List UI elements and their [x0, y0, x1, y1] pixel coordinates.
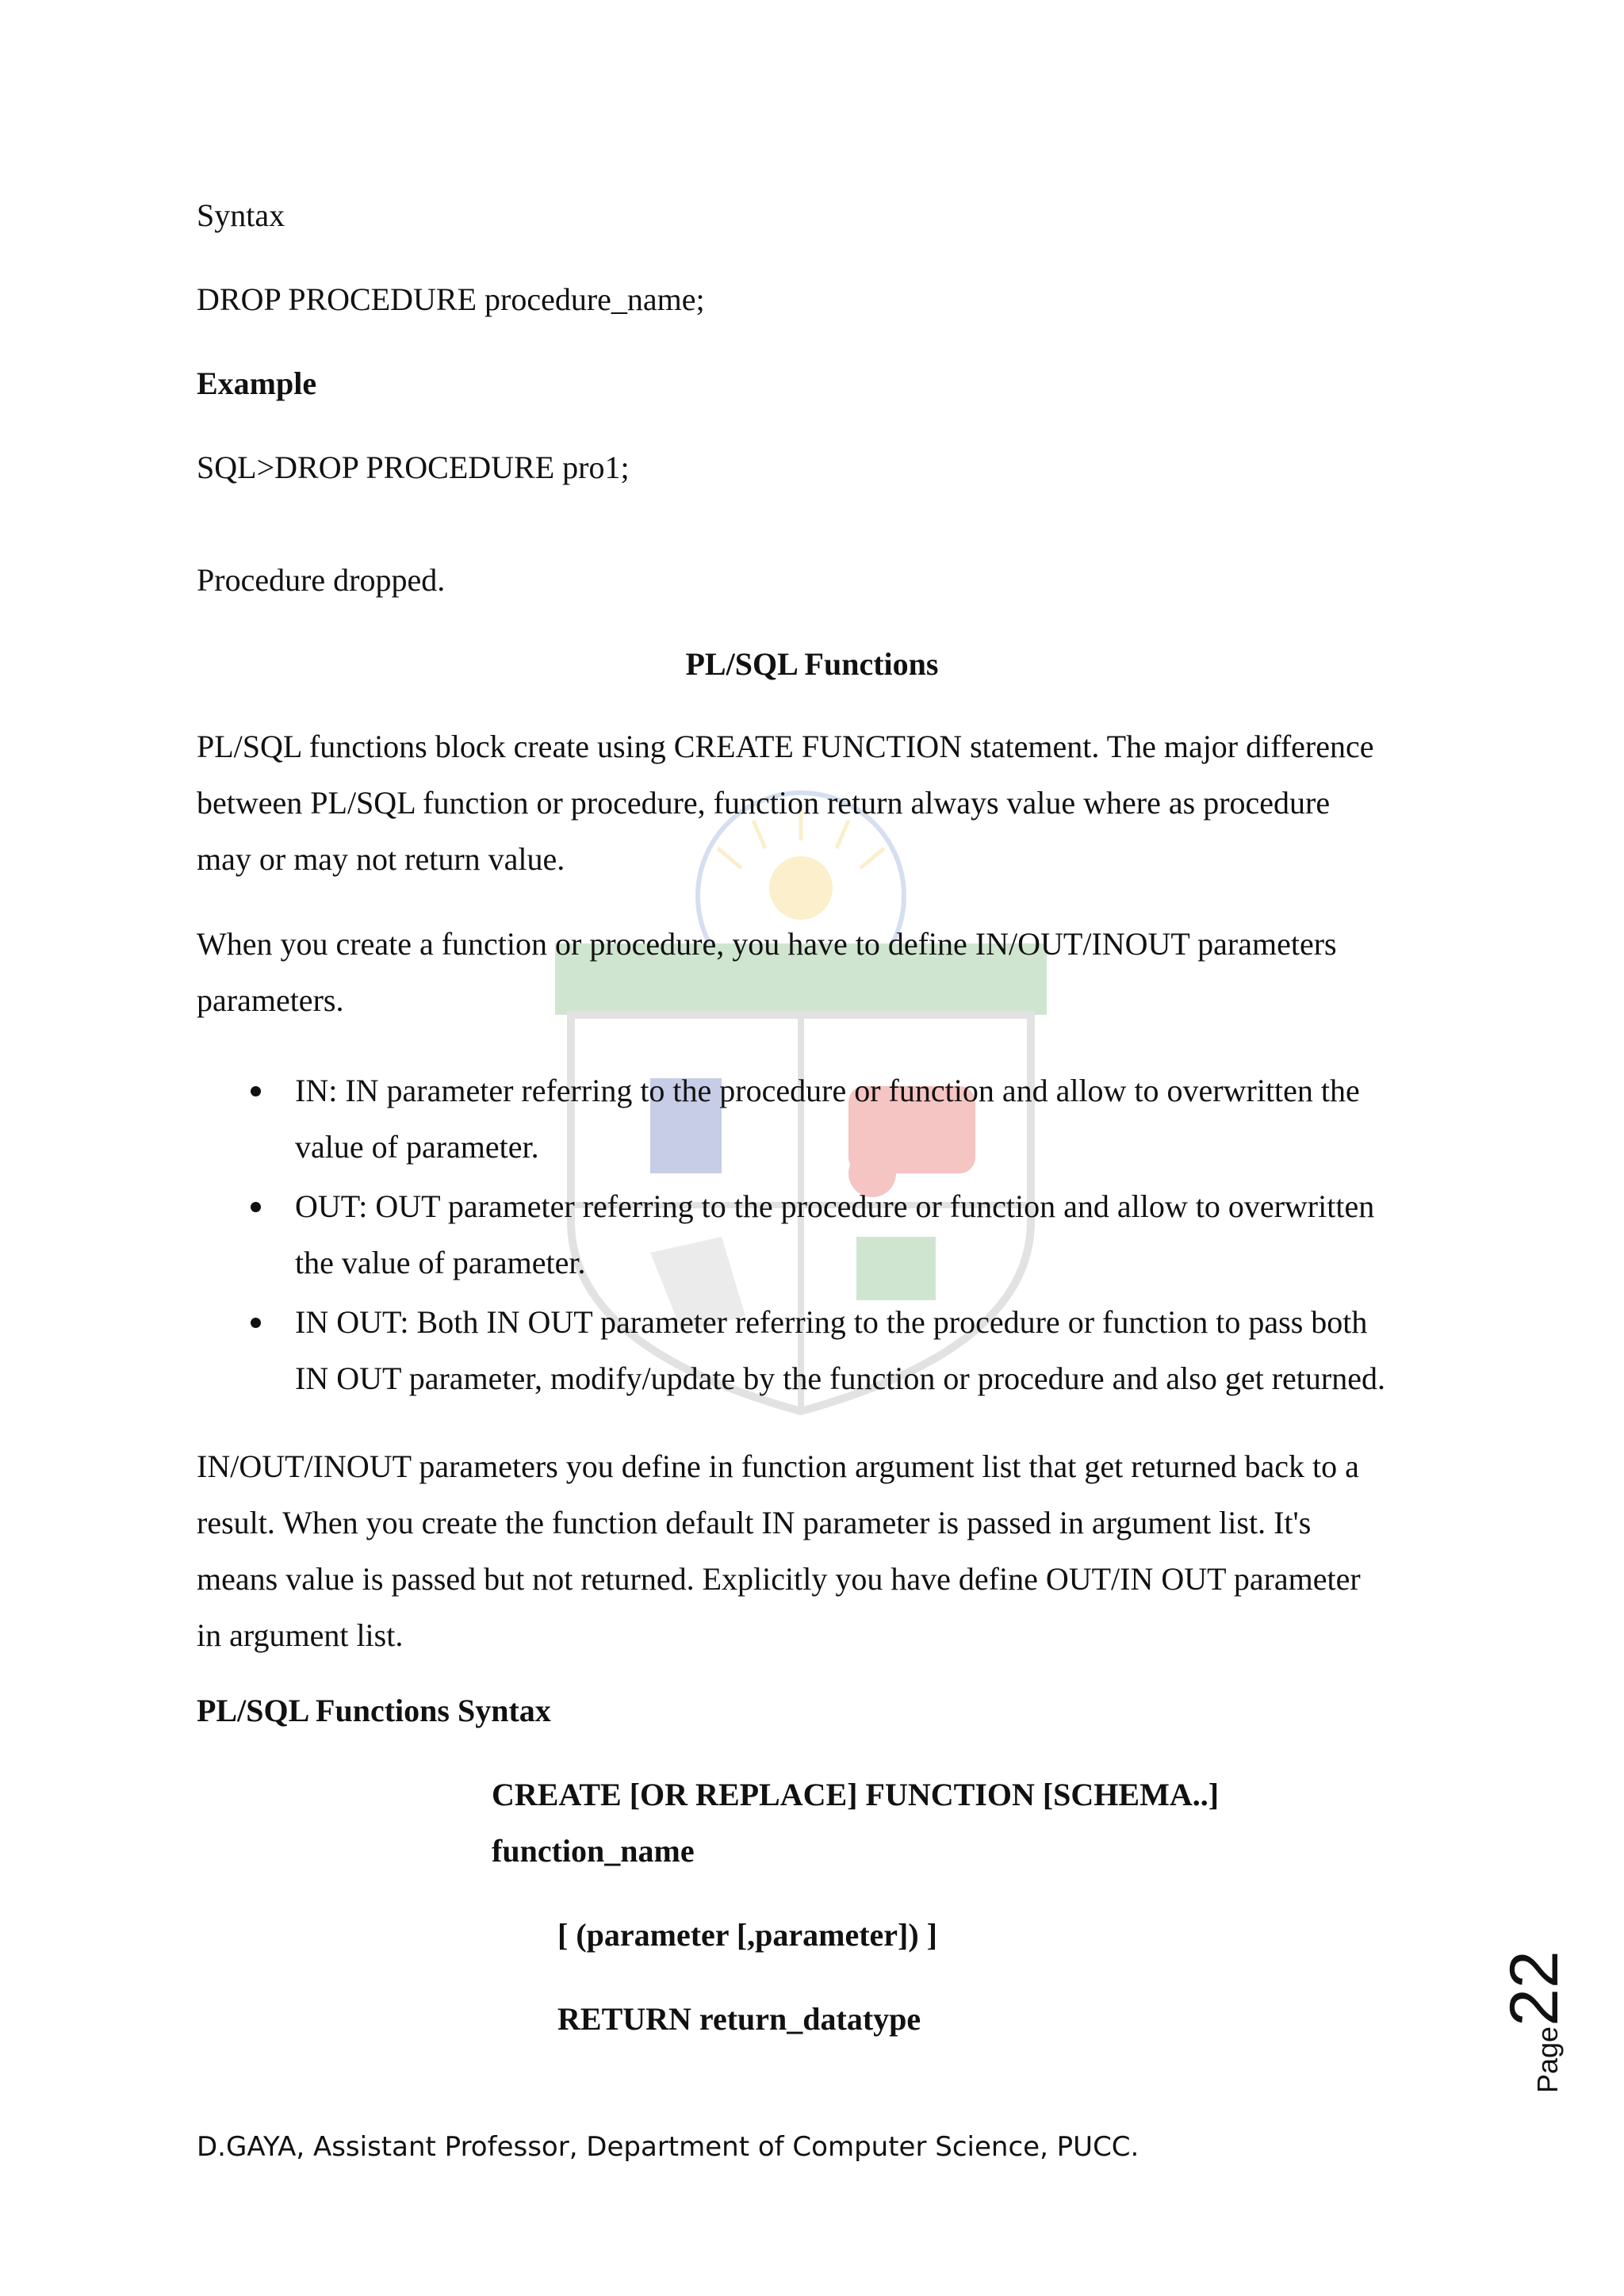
- parameter-mode-list: [197, 1062, 1465, 1410]
- bullet-icon: [251, 1318, 261, 1328]
- intro-line: may or may not return value.: [197, 841, 565, 877]
- list-item: [197, 1178, 1465, 1291]
- list-item: [197, 1294, 1465, 1406]
- bullet-icon: [251, 1202, 261, 1212]
- explain-line: result. When you create the function default IN parameter is passed in argument list. It's: [197, 1505, 1312, 1540]
- explain-line: in argument list.: [197, 1617, 404, 1653]
- syntax-code-line: CREATE [OR REPLACE] FUNCTION [SCHEMA..]: [492, 1777, 1220, 1812]
- syntax-code-line: function_name: [492, 1833, 695, 1869]
- list-item-text: the value of parameter.: [295, 1245, 586, 1280]
- intro-line: between PL/SQL function or procedure, function return always value where as procedure: [197, 785, 1331, 821]
- list-item-text: IN: IN parameter referring to the procedure or function and allow to overwritten the: [295, 1073, 1360, 1108]
- explain-paragraph: [197, 1438, 1434, 1663]
- params-line: When you create a function or procedure, you have to define IN/OUT/INOUT parameters: [197, 926, 1337, 962]
- params-paragraph: [197, 916, 1434, 1028]
- example-code: SQL>DROP PROCEDURE pro1;: [197, 450, 630, 485]
- syntax-heading: PL/SQL Functions Syntax: [197, 1693, 551, 1728]
- list-item-text: IN OUT parameter, modify/update by the function or procedure and also get returned.: [295, 1360, 1385, 1396]
- bullet-icon: [251, 1086, 261, 1096]
- page-label: Page: [1531, 2026, 1564, 2093]
- example-heading: Example: [197, 365, 317, 401]
- syntax-code-line: RETURN return_datatype: [557, 2001, 921, 2037]
- intro-paragraph: [197, 718, 1434, 887]
- list-item-text: OUT: OUT parameter referring to the procedure or function and allow to overwritten: [295, 1188, 1375, 1224]
- intro-line: PL/SQL functions block create using CREATE FUNCTION statement. The major difference: [197, 729, 1374, 764]
- drop-syntax-code: DROP PROCEDURE procedure_name;: [197, 281, 705, 317]
- list-item-text: IN OUT: Both IN OUT parameter referring to the procedure or function to pass both: [295, 1304, 1368, 1340]
- syntax-code-line: [ (parameter [,parameter]) ]: [557, 1917, 938, 1953]
- explain-line: means value is passed but not returned. Explicitly you have define OUT/IN OUT parameter: [197, 1561, 1361, 1597]
- list-item-text: value of parameter.: [295, 1129, 539, 1165]
- page-number-value: 22: [1496, 1950, 1572, 2026]
- result-text: Procedure dropped.: [197, 562, 446, 598]
- list-item: [197, 1062, 1465, 1175]
- section-heading: PL/SQL Functions: [685, 646, 939, 682]
- drop-syntax-label: Syntax: [197, 197, 285, 233]
- page-number: [1496, 1950, 1572, 2093]
- explain-line: IN/OUT/INOUT parameters you define in function argument list that get returned back to a: [197, 1448, 1359, 1484]
- footer-author: D.GAYA, Assistant Professor, Department of Computer Science, PUCC.: [197, 2131, 1139, 2163]
- params-line: parameters.: [197, 982, 344, 1018]
